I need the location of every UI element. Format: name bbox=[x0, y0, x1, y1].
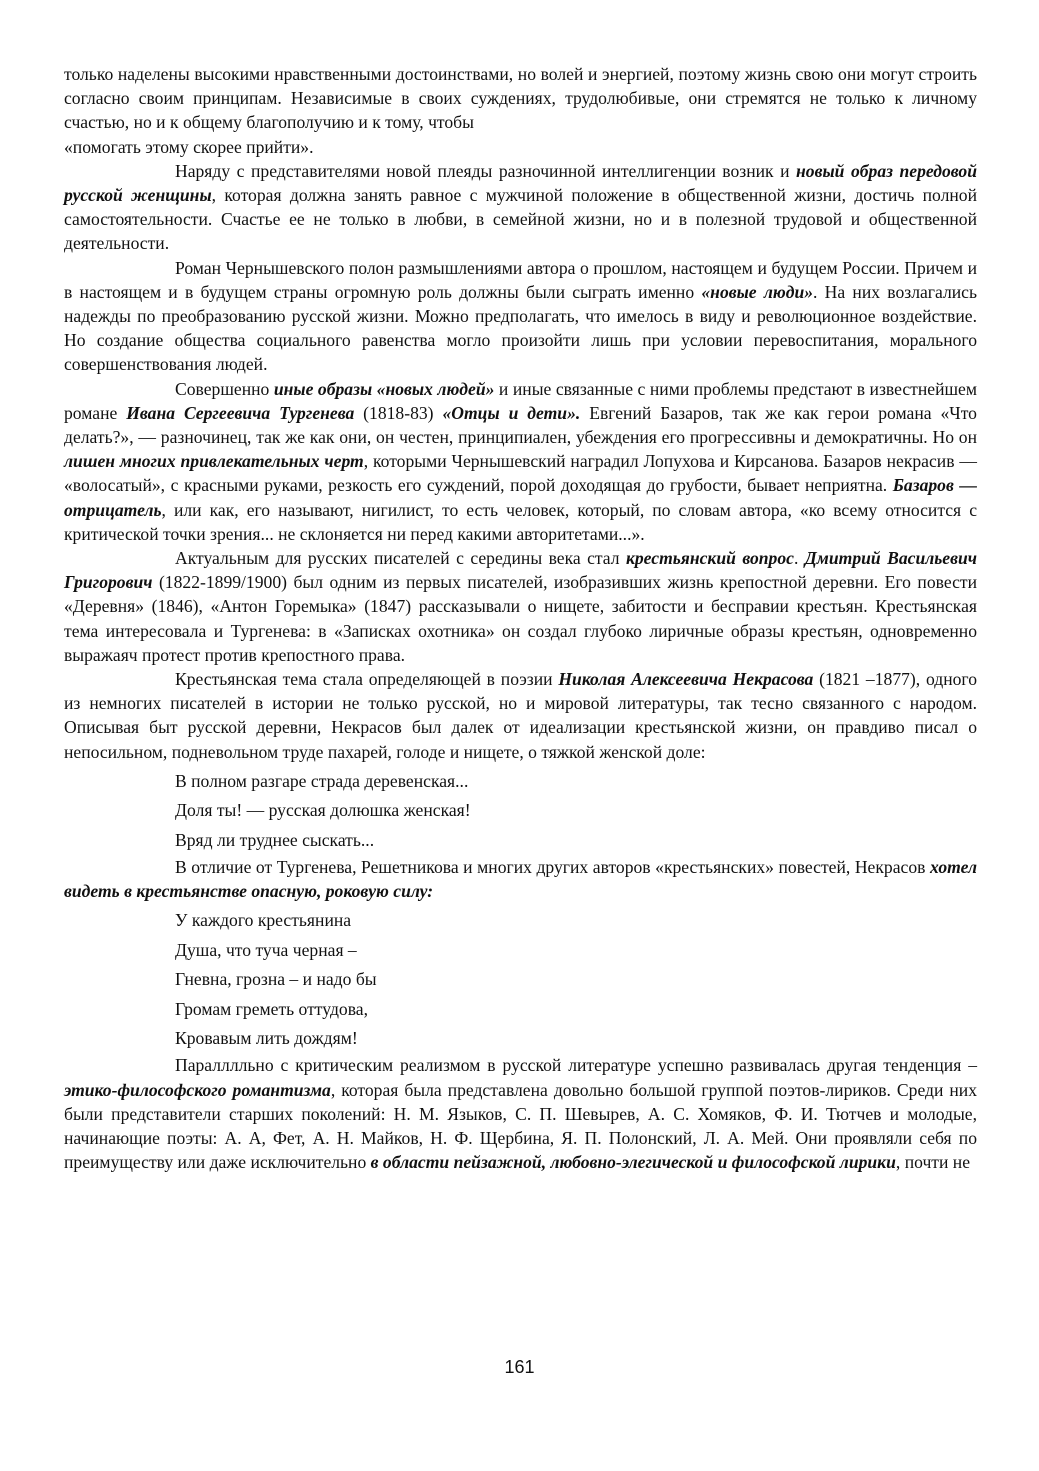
verse-line: У каждого крестьянина bbox=[175, 910, 352, 931]
verse-line: Громам греметь оттудова, bbox=[175, 998, 368, 1019]
text: Роман Чернышевского полон размышлениями автора о прошлом, настоящем и будущем России. Причем и в настоящем и в будущем страны огромную роль должны были сыграть именно bbox=[64, 257, 977, 302]
text: , почти не bbox=[895, 1152, 971, 1173]
text: , или как, его называют, нигилист, то есть человек, который, по словам автора, «ко всему относится с критической точки зрения... не склоняется ни перед какими авторитетами...». bbox=[64, 499, 977, 544]
text: и иные связанные с ними проблемы предстают в известнейшем романе bbox=[64, 378, 977, 423]
paragraph bbox=[64, 546, 977, 667]
verse-line: Душа, что туча черная – bbox=[175, 939, 357, 960]
emphasis: «Отцы и дети». bbox=[442, 402, 581, 423]
text: только наделены высокими нравственными достоинствами, но волей и энергией, поэтому жизнь свою они могут строить согласно своим принципам. Независимые в своих суждениях, трудолюбивые, они стремятся не только к личному счастью, но и к общему благополучию и к тому, чтобы bbox=[64, 64, 977, 133]
text: (1818-83) bbox=[354, 402, 443, 423]
text: (1822-1899/1900) был одним из первых писателей, изобразивших жизнь крепостной деревни. Его повести «Деревня» (1846), «Антон Горемыка» (1847) рассказывали о нищете, забитости и бесправии крестьян. Крестьянская тема интересовала и Тургенева: в «Записках охотника» он создал глубоко лиричные образы крестьян, одновременно выражаяч протест против крепостного права. bbox=[64, 572, 977, 665]
verse-line: Гневна, грозна – и надо бы bbox=[175, 969, 377, 990]
text: . На них возлагались надежды по преобразованию русской жизни. Можно предполагать, что имелось в виду и революционное воздействие. Но создание общества социального равенства могло произойти лишь при условии перевоспитания, морального совершенствования людей. bbox=[64, 281, 977, 375]
paragraph bbox=[64, 135, 977, 159]
paragraph bbox=[64, 1053, 977, 1174]
emphasis: крестьянский вопрос bbox=[625, 548, 794, 569]
paragraph bbox=[64, 377, 977, 546]
text: «помогать этому скорее прийти». bbox=[64, 136, 314, 157]
emphasis: Дмитрий Васильевич Григорович bbox=[64, 548, 977, 593]
verse-line: Кровавым лить дождям! bbox=[175, 1028, 358, 1049]
page-number: 161 bbox=[504, 1357, 535, 1377]
verse-line: В полном разгаре страда деревенская... bbox=[175, 770, 469, 791]
verse-line: Доля ты! — русская долюшка женская! bbox=[175, 800, 471, 821]
text: В отличие от Тургенева, Решетникова и многих других авторов «крестьянских» повестей, Некрасов bbox=[175, 856, 930, 877]
text: Евгений Базаров, так же как герои романа «Что делать?», — разночинец, так же как они, он честен, принципиален, убеждения его прогрессивны и демократичны. Но он bbox=[64, 402, 977, 448]
text: Крестьянская тема стала определяющей в поэзии bbox=[175, 669, 559, 690]
paragraph bbox=[64, 855, 977, 903]
text: Наряду с представителями новой плеяды разночинной интеллигенции возник и bbox=[175, 160, 797, 181]
verse-block bbox=[64, 769, 977, 852]
emphasis: лишен многих привлекательных черт bbox=[64, 451, 364, 472]
paragraph bbox=[64, 256, 977, 377]
emphasis: новый образ передовой русской женщины bbox=[64, 160, 977, 206]
emphasis: иные образы «новых людей» bbox=[273, 378, 495, 399]
text: , которыми Чернышевский наградил Лопухова и Кирсанова. Базаров некрасив — «волосатый», с красными руками, резкость его суждений, порой доходящая до грубости, бывает неприятна. bbox=[64, 451, 978, 496]
text: . bbox=[793, 548, 805, 569]
emphasis: этико-философского романтизма bbox=[64, 1079, 331, 1100]
emphasis: «новые люди» bbox=[701, 281, 814, 302]
text: (1821 –1877), одного из немногих писателей в истории не только русской, но и мировой литературы, так тесно связанного с народом. Описывая быт русской деревни, Некрасов был далек от идеализации крестьянской жизни, он правдиво писал о непосильном, подневольном труде пахарей, голоде и нищете, о тяжкой женской доле: bbox=[64, 669, 977, 762]
text: , которая должна занять равное с мужчиной положение в общественной жизни, достичь полной самостоятельности. Счастье ее не только в любви, в семейной жизни, но и в полезной трудовой и общественной деятельности. bbox=[64, 185, 977, 254]
verse-line: Вряд ли труднее сыскать... bbox=[175, 829, 375, 850]
emphasis: Ивана Сергеевича Тургенева bbox=[126, 402, 355, 423]
text: Совершенно bbox=[175, 378, 274, 399]
emphasis: хотел видеть в крестьянстве опасную, роковую силу: bbox=[64, 856, 977, 902]
paragraph bbox=[64, 62, 977, 135]
text: Паралллльно с критическим реализмом в русской литературе успешно развивалась другая тенденция – bbox=[175, 1055, 977, 1076]
paragraph bbox=[64, 159, 977, 256]
page-body bbox=[64, 62, 977, 1174]
emphasis: Николая Алексеевича Некрасова bbox=[558, 669, 814, 690]
emphasis: Базаров — отрицатель bbox=[64, 475, 977, 520]
text: , которая была представлена довольно большой группой поэтов-лириков. Среди них были представители старших поколений: Н. М. Языков, С. П. Шевырев, А. С. Хомяков, Ф. И. Тютчев и молодые, начинающие поэты: А. А, Фет, А. Н. Майков, Н. Ф. Щербина, Я. П. Полонский, Л. А. Мей. Они проявляли себя по преимуществу или даже исключительно bbox=[64, 1079, 977, 1173]
text: Актуальным для русских писателей с середины века стал bbox=[175, 548, 626, 569]
verse-block bbox=[64, 908, 977, 1050]
emphasis: в области пейзажной, любовно-элегической и философской лирики bbox=[370, 1152, 896, 1173]
paragraph bbox=[64, 667, 977, 764]
